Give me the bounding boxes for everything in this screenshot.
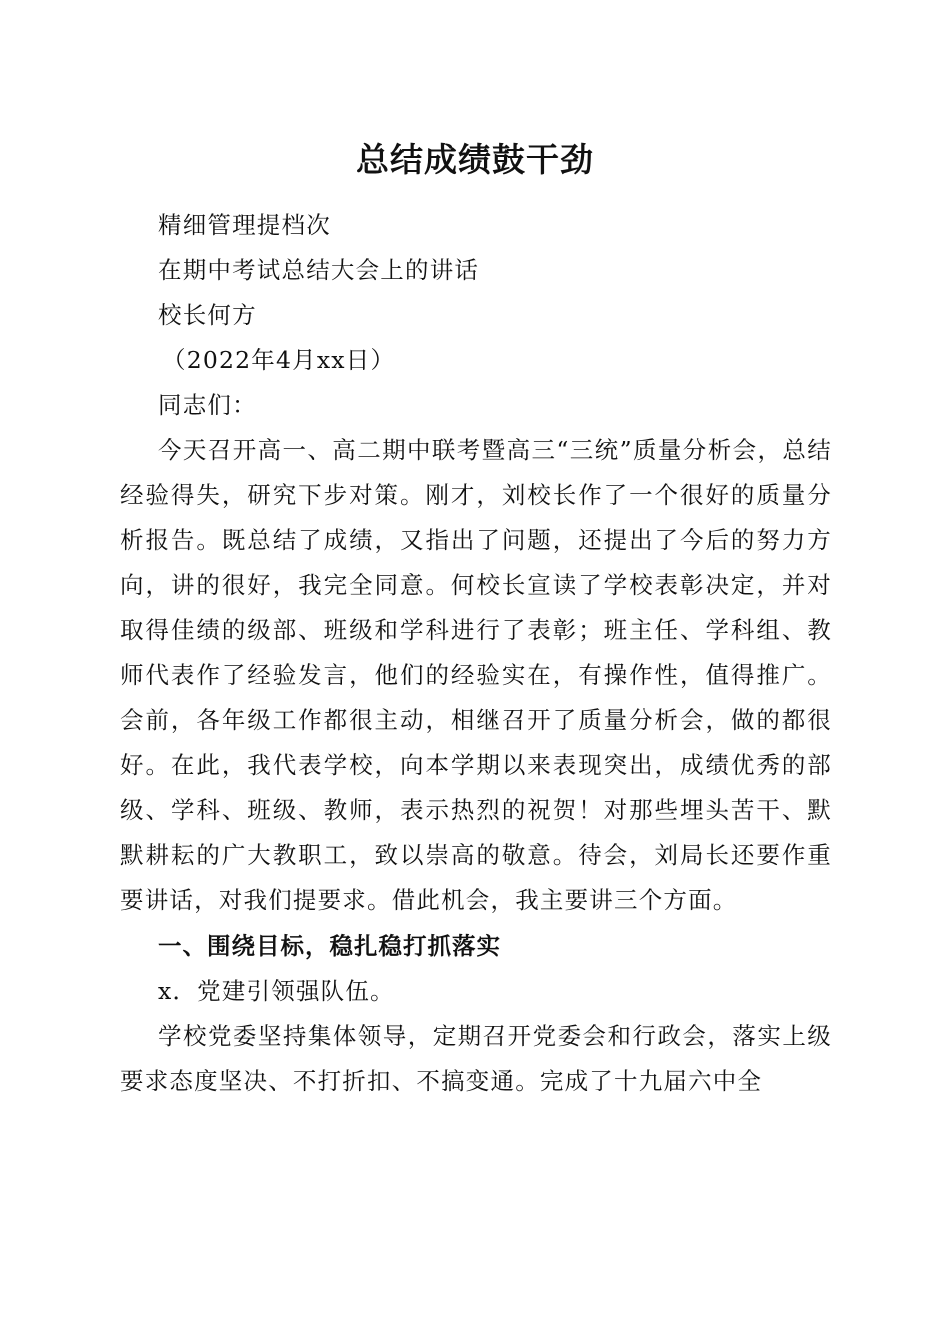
body-paragraph: 今天召开高一、高二期中联考暨高三“三统”质量分析会，总结经验得失，研究下步对策。刚才，刘校长作了一个很好的质量分析报告。既总结了成绩，又指出了问题，还提出了今后的努力方向，讲的很好，我完全同意。何校长宣读了学校表彰决定，并对取得佳绩的级部、班级和学科进行了表彰；班主任、学科组、教师代表作了经验发言，他们的经验实在，有操作性，值得推广。会前，各年级工作都很主动，相继召开了质量分析会，做的都很好。在此，我代表学校，向本学期以来表现突出，成绩优秀的部级、学科、班级、教师，表示热烈的祝贺！对那些埋头苦干、默默耕耘的广大教职工，致以崇高的敬意。待会，刘局长还要作重要讲话，对我们提要求。借此机会，我主要讲三个方面。: [120, 436, 832, 914]
document-body: [120, 203, 832, 1104]
section-heading: 一、围绕目标，稳扎稳打抓落实: [158, 932, 501, 960]
subsection-heading: x．党建引领强队伍。: [158, 977, 395, 1005]
speech-date: （2022年4月xx日）: [162, 346, 396, 374]
document-title: 总结成绩鼓干劲: [356, 140, 594, 179]
body-paragraph: 学校党委坚持集体领导，定期召开党委会和行政会，落实上级要求态度坚决、不打折扣、不搞变通。完成了十九届六中全: [120, 1022, 832, 1095]
salutation: 同志们：: [158, 391, 257, 419]
subtitle-line: 精细管理提档次: [158, 211, 331, 239]
speech-occasion: 在期中考试总结大会上的讲话: [158, 256, 480, 284]
speaker-name: 校长何方: [158, 301, 257, 329]
